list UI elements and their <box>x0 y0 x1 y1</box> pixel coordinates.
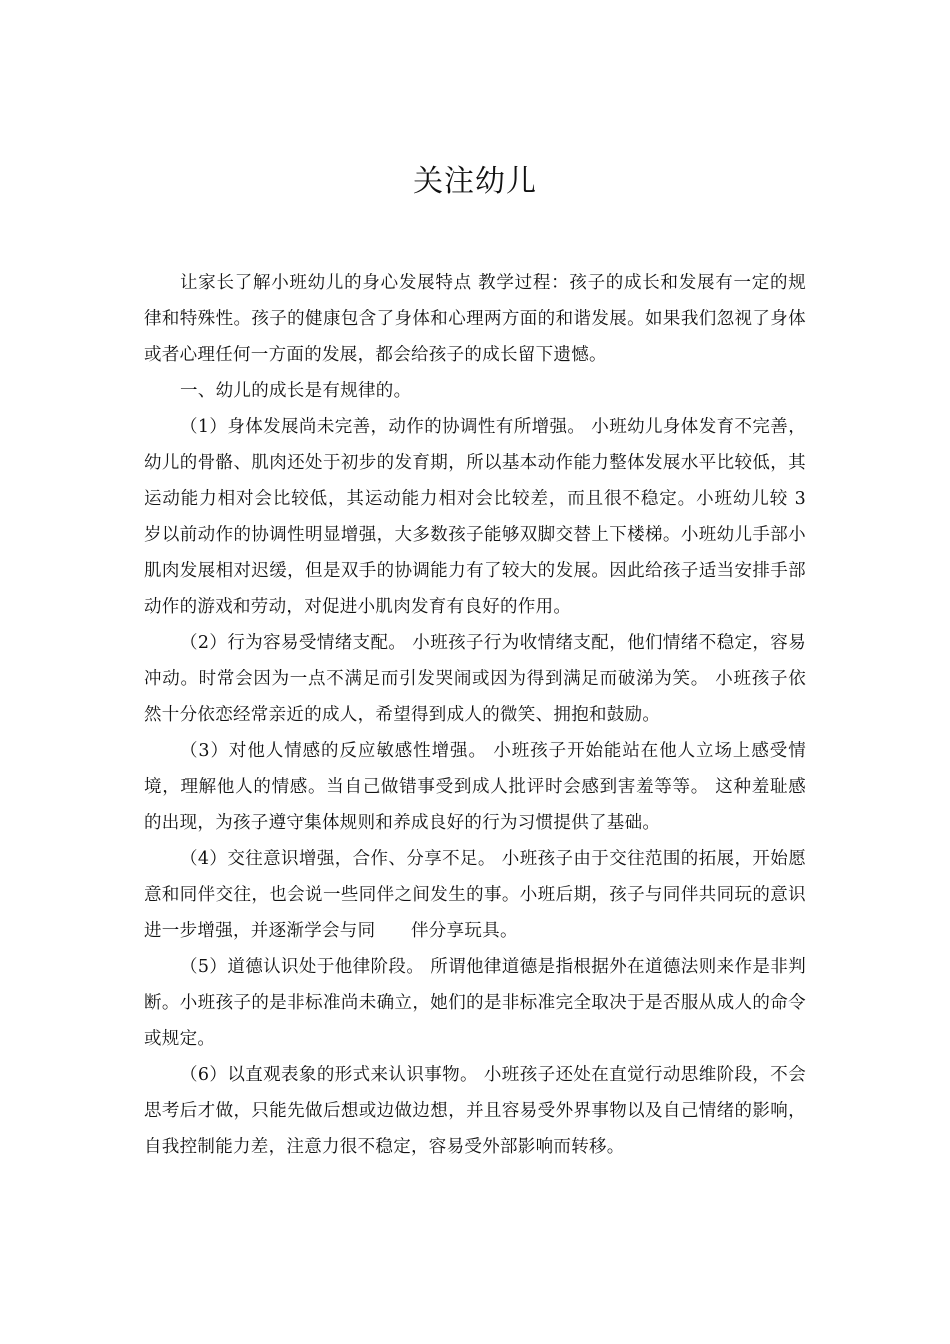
document-title: 关注幼儿 <box>413 164 537 199</box>
paragraph-item-6: （6）以直观表象的形式来认识事物。 小班孩子还处在直觉行动思维阶段，不会思考后才做，只能先做后想或边做边想，并且容易受外界事物以及自己情绪的影响，自我控制能力差，注意力很不稳定，容易受外部影响而转移。 <box>144 1065 806 1157</box>
section-heading: 一、幼儿的成长是有规律的。 <box>180 381 412 401</box>
paragraph-item-2: （2）行为容易受情绪支配。 小班孩子行为收情绪支配，他们情绪不稳定，容易冲动。时常会因为一点不满足而引发哭闹或因为得到满足而破涕为笑。 小班孩子依然十分依恋经常亲近的成人，希望得到成人的微笑、拥抱和鼓励。 <box>144 633 806 725</box>
paragraph-item-3: （3）对他人情感的反应敏感性增强。 小班孩子开始能站在他人立场上感受情境，理解他人的情感。当自己做错事受到成人批评时会感到害羞等等。 这种羞耻感的出现，为孩子遵守集体规则和养成良好的行为习惯提供了基础。 <box>144 741 806 833</box>
document-body <box>144 265 806 1165</box>
paragraph-intro: 让家长了解小班幼儿的身心发展特点 教学过程：孩子的成长和发展有一定的规律和特殊性。孩子的健康包含了身体和心理两方面的和谐发展。如果我们忽视了身体或者心理任何一方面的发展，都会给孩子的成长留下遗憾。 <box>144 273 806 365</box>
paragraph-item-5: （5）道德认识处于他律阶段。 所谓他律道德是指根据外在道德法则来作是非判断。小班孩子的是非标准尚未确立，她们的是非标准完全取决于是否服从成人的命令或规定。 <box>144 957 806 1049</box>
paragraph-item-1: （1）身体发展尚未完善，动作的协调性有所增强。 小班幼儿身体发育不完善，幼儿的骨骼、肌肉还处于初步的发育期，所以基本动作能力整体发展水平比较低，其运动能力相对会比较低，其运动能力相对会比较差，而且很不稳定。小班幼儿较 3 岁以前动作的协调性明显增强，大多数孩子能够双脚交替上下楼梯。小班幼儿手部小肌肉发展相对迟缓，但是双手的协调能力有了较大的发展。因此给孩子适当安排手部动作的游戏和劳动，对促进小肌肉发育有良好的作用。 <box>144 417 806 617</box>
paragraph-item-4: （4）交往意识增强，合作、分享不足。 小班孩子由于交往范围的拓展，开始愿意和同伴交往，也会说一些同伴之间发生的事。小班后期，孩子与同伴共同玩的意识进一步增强，并逐渐学会与同 伴分享玩具。 <box>144 849 806 941</box>
